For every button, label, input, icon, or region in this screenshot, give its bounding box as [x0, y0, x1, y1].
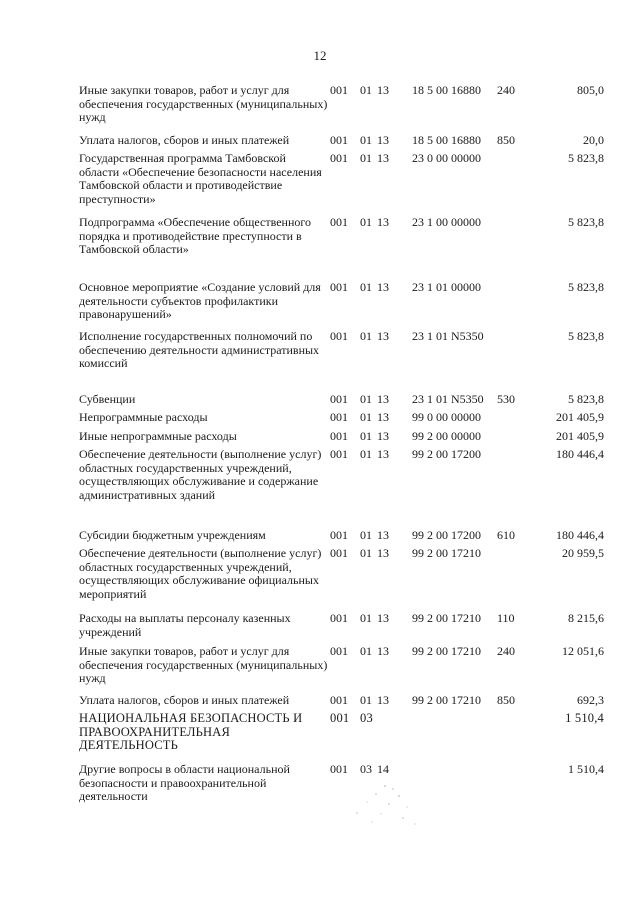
row-expense-type: 850 [497, 133, 515, 147]
row-admin-code: 001 [330, 83, 348, 97]
row-name: Уплата налогов, сборов и иных платежей [79, 693, 290, 707]
row-subsection: 13 [377, 280, 389, 294]
row-name: Основное мероприятие «Создание условий для деятельности субъектов профилактики правонарушений» [79, 280, 321, 322]
row-admin-code: 001 [330, 711, 350, 725]
row-admin-code: 001 [330, 546, 348, 560]
row-admin-code: 001 [330, 447, 348, 461]
row-section: 01 [360, 392, 372, 406]
row-admin-code: 001 [330, 429, 348, 443]
row-name: Государственная программа Тамбовской области «Обеспечение безопасности населения Тамбовской области и противодействие преступности» [79, 151, 322, 206]
row-name: Иные закупки товаров, работ и услуг для обеспечения государственных (муниципальных) нужд [79, 83, 328, 125]
row-expense-type: 610 [497, 528, 515, 542]
row-admin-code: 001 [330, 528, 348, 542]
row-target-code: 23 1 01 N5350 [412, 392, 484, 406]
row-section: 01 [360, 611, 372, 625]
row-target-code: 99 2 00 17200 [412, 447, 481, 461]
row-amount: 180 446,4 [556, 528, 604, 542]
row-admin-code: 001 [330, 151, 348, 165]
row-section: 01 [360, 693, 372, 707]
row-target-code: 18 5 00 16880 [412, 83, 481, 97]
row-target-code: 99 2 00 17210 [412, 644, 481, 658]
row-amount: 692,3 [577, 693, 604, 707]
row-subsection: 13 [377, 133, 389, 147]
row-name: Подпрограмма «Обеспечение общественного порядка и противодействие преступности в Тамбовской области» [79, 215, 312, 257]
row-section: 01 [360, 280, 372, 294]
row-amount: 5 823,8 [568, 151, 604, 165]
row-expense-type: 240 [497, 83, 515, 97]
row-section: 01 [360, 546, 372, 560]
row-subsection: 13 [377, 611, 389, 625]
row-name: Иные закупки товаров, работ и услуг для обеспечения государственных (муниципальных) нужд [79, 644, 328, 686]
row-amount: 180 446,4 [556, 447, 604, 461]
row-amount: 201 405,9 [556, 410, 604, 424]
row-amount: 20,0 [583, 133, 604, 147]
row-expense-type: 850 [497, 693, 515, 707]
row-name: Субсидии бюджетным учреждениям [79, 528, 266, 542]
row-target-code: 99 2 00 17210 [412, 693, 481, 707]
scan-noise [345, 780, 425, 830]
row-admin-code: 001 [330, 329, 348, 343]
row-subsection: 13 [377, 151, 389, 165]
row-name: Расходы на выплаты персоналу казенных учреждений [79, 611, 291, 639]
row-subsection: 13 [377, 410, 389, 424]
row-name: Обеспечение деятельности (выполнение услуг) областных государственных учреждений, осуществляющих обслуживание и содержание административных зданий [79, 447, 322, 502]
row-subsection: 13 [377, 644, 389, 658]
page-number: 12 [313, 48, 327, 63]
row-expense-type: 530 [497, 392, 515, 406]
row-admin-code: 001 [330, 280, 348, 294]
row-subsection: 13 [377, 215, 389, 229]
row-section: 03 [360, 711, 373, 725]
row-amount: 5 823,8 [568, 215, 604, 229]
row-subsection: 13 [377, 447, 389, 461]
row-target-code: 99 2 00 17200 [412, 528, 481, 542]
row-subsection: 13 [377, 329, 389, 343]
row-expense-type: 240 [497, 644, 515, 658]
row-admin-code: 001 [330, 693, 348, 707]
row-admin-code: 001 [330, 133, 348, 147]
row-subsection: 13 [377, 546, 389, 560]
row-amount: 201 405,9 [556, 429, 604, 443]
row-subsection: 13 [377, 429, 389, 443]
row-section: 01 [360, 215, 372, 229]
row-amount: 12 051,6 [562, 644, 604, 658]
row-section: 01 [360, 410, 372, 424]
row-admin-code: 001 [330, 762, 348, 776]
row-name: Субвенции [79, 392, 136, 406]
row-amount: 5 823,8 [568, 329, 604, 343]
row-name: Непрограммные расходы [79, 410, 208, 424]
row-section: 01 [360, 151, 372, 165]
row-target-code: 99 2 00 17210 [412, 611, 481, 625]
row-amount: 1 510,4 [565, 711, 604, 725]
row-target-code: 23 1 01 00000 [412, 280, 481, 294]
row-name: Исполнение государственных полномочий по обеспечению деятельности административных комиссий [79, 329, 320, 371]
row-amount: 8 215,6 [568, 611, 604, 625]
row-amount: 5 823,8 [568, 280, 604, 294]
row-admin-code: 001 [330, 410, 348, 424]
row-section: 01 [360, 83, 372, 97]
row-target-code: 18 5 00 16880 [412, 133, 481, 147]
row-admin-code: 001 [330, 611, 348, 625]
row-amount: 20 959,5 [562, 546, 604, 560]
row-subsection: 14 [377, 762, 389, 776]
row-amount: 1 510,4 [568, 762, 604, 776]
row-target-code: 23 1 00 00000 [412, 215, 481, 229]
row-subsection: 13 [377, 392, 389, 406]
row-section: 03 [360, 762, 372, 776]
row-section: 01 [360, 429, 372, 443]
row-section: 01 [360, 528, 372, 542]
row-admin-code: 001 [330, 644, 348, 658]
row-admin-code: 001 [330, 392, 348, 406]
row-amount: 805,0 [577, 83, 604, 97]
row-target-code: 23 0 00 00000 [412, 151, 481, 165]
row-target-code: 23 1 01 N5350 [412, 329, 484, 343]
row-subsection: 13 [377, 83, 389, 97]
row-section: 01 [360, 447, 372, 461]
row-subsection: 13 [377, 528, 389, 542]
row-amount: 5 823,8 [568, 392, 604, 406]
row-name: НАЦИОНАЛЬНАЯ БЕЗОПАСНОСТЬ И ПРАВООХРАНИТЕЛЬНАЯ ДЕЯТЕЛЬНОСТЬ [79, 711, 303, 753]
row-section: 01 [360, 644, 372, 658]
row-section: 01 [360, 133, 372, 147]
row-expense-type: 110 [497, 611, 515, 625]
row-name: Обеспечение деятельности (выполнение услуг) областных государственных учреждений, осуществляющих обслуживание официальных мероприятий [79, 546, 322, 601]
row-subsection: 13 [377, 693, 389, 707]
row-name: Уплата налогов, сборов и иных платежей [79, 133, 290, 147]
row-section: 01 [360, 329, 372, 343]
row-admin-code: 001 [330, 215, 348, 229]
row-name: Иные непрограммные расходы [79, 429, 237, 443]
row-target-code: 99 2 00 17210 [412, 546, 481, 560]
row-target-code: 99 2 00 00000 [412, 429, 481, 443]
row-name: Другие вопросы в области национальной безопасности и правоохранительной деятельности [79, 762, 290, 804]
row-target-code: 99 0 00 00000 [412, 410, 481, 424]
